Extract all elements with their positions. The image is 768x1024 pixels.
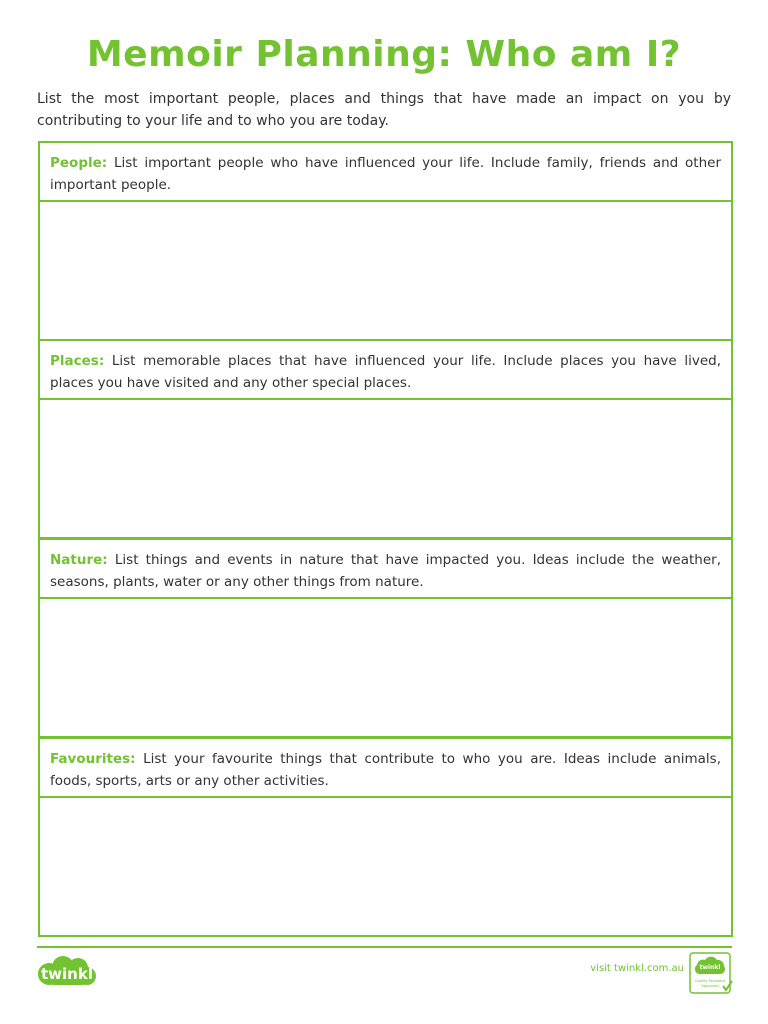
writing-area-favourites[interactable] <box>40 798 731 935</box>
writing-area-nature[interactable] <box>40 599 731 736</box>
section-places <box>38 339 733 539</box>
section-prompt <box>40 341 731 400</box>
section-prompt <box>40 540 731 599</box>
twinkl-logo[interactable] <box>36 955 98 989</box>
section-label: Places: <box>50 353 105 369</box>
section-text: List things and events in nature that have impacted you. Ideas include the weather, seasons, plants, water or any other things from nature. <box>50 552 721 590</box>
badge-line: Quality Standard <box>694 979 726 983</box>
section-text: List your favourite things that contribute to who you are. Ideas include animals, foods, sports, arts or any other activities. <box>50 751 722 789</box>
logo-text: twinkl <box>41 965 93 983</box>
page-title: Memoir Planning: Who am I? <box>86 34 682 75</box>
footer-divider <box>37 946 732 948</box>
section-favourites <box>38 737 733 937</box>
intro-text: List the most important people, places and things that have made an impact on you by contributing to your life and to who you are today. <box>37 91 731 129</box>
writing-area-people[interactable] <box>40 202 731 339</box>
section-prompt <box>40 143 731 202</box>
writing-area-places[interactable] <box>40 400 731 537</box>
quality-badge <box>689 952 735 996</box>
section-text: List important people who have influenced your life. Include family, friends and other important people. <box>50 155 721 193</box>
section-nature <box>38 538 733 738</box>
section-label: Favourites: <box>50 751 136 767</box>
badge-brand: twinkl <box>699 964 721 971</box>
section-prompt <box>40 739 731 798</box>
section-people <box>38 141 733 341</box>
section-label: Nature: <box>50 552 108 568</box>
section-label: People: <box>50 155 108 171</box>
site-link[interactable]: visit twinkl.com.au <box>590 963 684 974</box>
section-text: List memorable places that have influenced your life. Include places you have lived, places you have visited and any other special places. <box>50 353 722 391</box>
badge-line: Approved <box>701 984 719 988</box>
